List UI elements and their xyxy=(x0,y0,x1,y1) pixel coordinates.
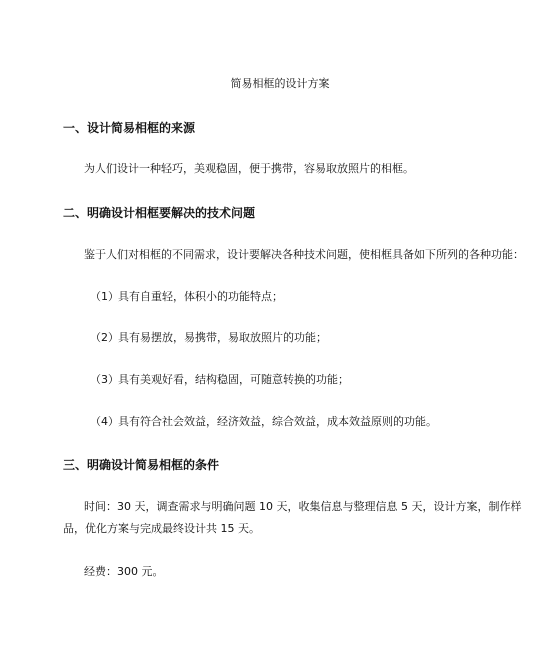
list-item-text: 具有美观好看，结构稳固，可随意转换的功能； xyxy=(118,373,349,386)
section3-time-line2: 品，优化方案与完成最终设计共 15 天。 xyxy=(63,522,260,535)
section2-intro: 鉴于人们对相框的不同需求，设计要解决各种技术问题，使相框具备如下所列的各种功能： xyxy=(84,248,524,261)
section1-paragraph: 为人们设计一种轻巧，美观稳固，便于携带，容易取放照片的相框。 xyxy=(84,162,414,175)
list-item-text: 具有符合社会效益，经济效益，综合效益，成本效益原则的功能。 xyxy=(118,415,437,428)
list-item-text: 具有自重轻，体积小的功能特点； xyxy=(118,290,283,303)
section1-heading: 一、设计简易相框的来源 xyxy=(63,121,196,135)
list-item-number: （4） xyxy=(90,415,119,428)
list-item-number: （1） xyxy=(90,290,119,303)
list-item-number: （2） xyxy=(90,331,119,344)
list-item-text: 具有易摆放，易携带，易取放照片的功能； xyxy=(118,331,327,344)
document-title: 简易相框的设计方案 xyxy=(230,77,330,90)
section2-heading: 二、明确设计相框要解决的技术问题 xyxy=(63,206,256,220)
section3-heading: 三、明确设计简易相框的条件 xyxy=(63,458,220,472)
section3-cost: 经费：300 元。 xyxy=(84,565,164,578)
list-item-number: （3） xyxy=(90,373,119,386)
section3-time-line1: 时间：30 天，调查需求与明确问题 10 天，收集信息与整理信息 5 天，设计方案，制作样 xyxy=(84,500,522,513)
